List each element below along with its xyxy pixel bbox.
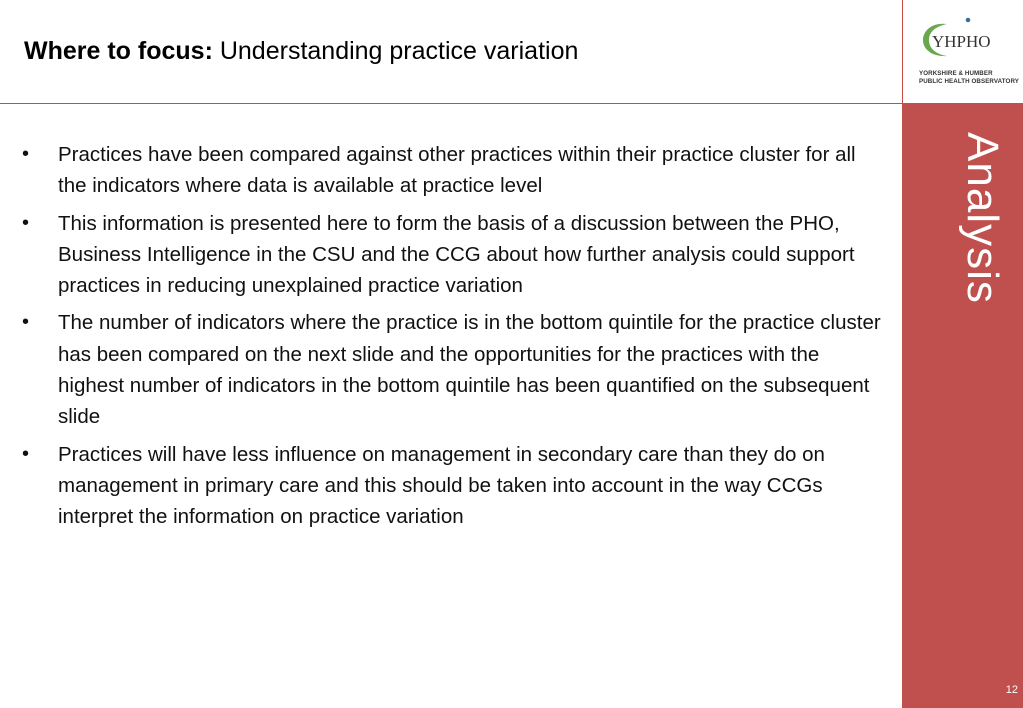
slide-header (0, 0, 902, 104)
side-panel-label: Analysis (958, 132, 1007, 304)
slide-title-bold: Where to focus: (24, 37, 213, 65)
bullet-text: Practices have been compared against other practices within their practice cluster for all the indicators where data is available at practice level (58, 143, 856, 198)
bullet-icon: • (22, 311, 30, 334)
logo-mark-text: YHPHO (932, 32, 991, 51)
slide-title (24, 37, 578, 66)
list-item (22, 139, 882, 202)
list-item (22, 307, 882, 432)
bullet-icon: • (22, 442, 30, 465)
logo-box (902, 0, 1023, 103)
bullet-text: The number of indicators where the practice is in the bottom quintile for the practice cluster has been compared on the next slide and the opportunities for the practices with the highest number of indicators in the bottom quintile has been quantified on the subsequent slide (58, 311, 881, 429)
logo-subtitle-line1: YORKSHIRE & HUMBER (919, 70, 993, 77)
bullet-list (22, 139, 882, 539)
logo-subtitle (919, 70, 1022, 87)
logo-subtitle-line2: PUBLIC HEALTH OBSERVATORY (919, 78, 1020, 86)
slide-title-rest: Understanding practice variation (212, 37, 579, 65)
yhpho-logo-icon (917, 16, 1009, 60)
bullet-icon: • (22, 211, 30, 234)
bullet-icon: • (22, 143, 30, 165)
list-item (22, 439, 882, 533)
list-item (22, 208, 882, 302)
page-number: 12 (1005, 684, 1018, 696)
bullet-text: Practices will have less influence on management in secondary care than they do on management in primary care and this should be taken into account in the way CCGs interpret the information on practice variation (58, 442, 825, 529)
bullet-text: This information is presented here to form the basis of a discussion between the PHO, Business Intelligence in the CSU and the CCG about how further analysis could support practices in reducing unexplained practice variation (58, 211, 855, 298)
